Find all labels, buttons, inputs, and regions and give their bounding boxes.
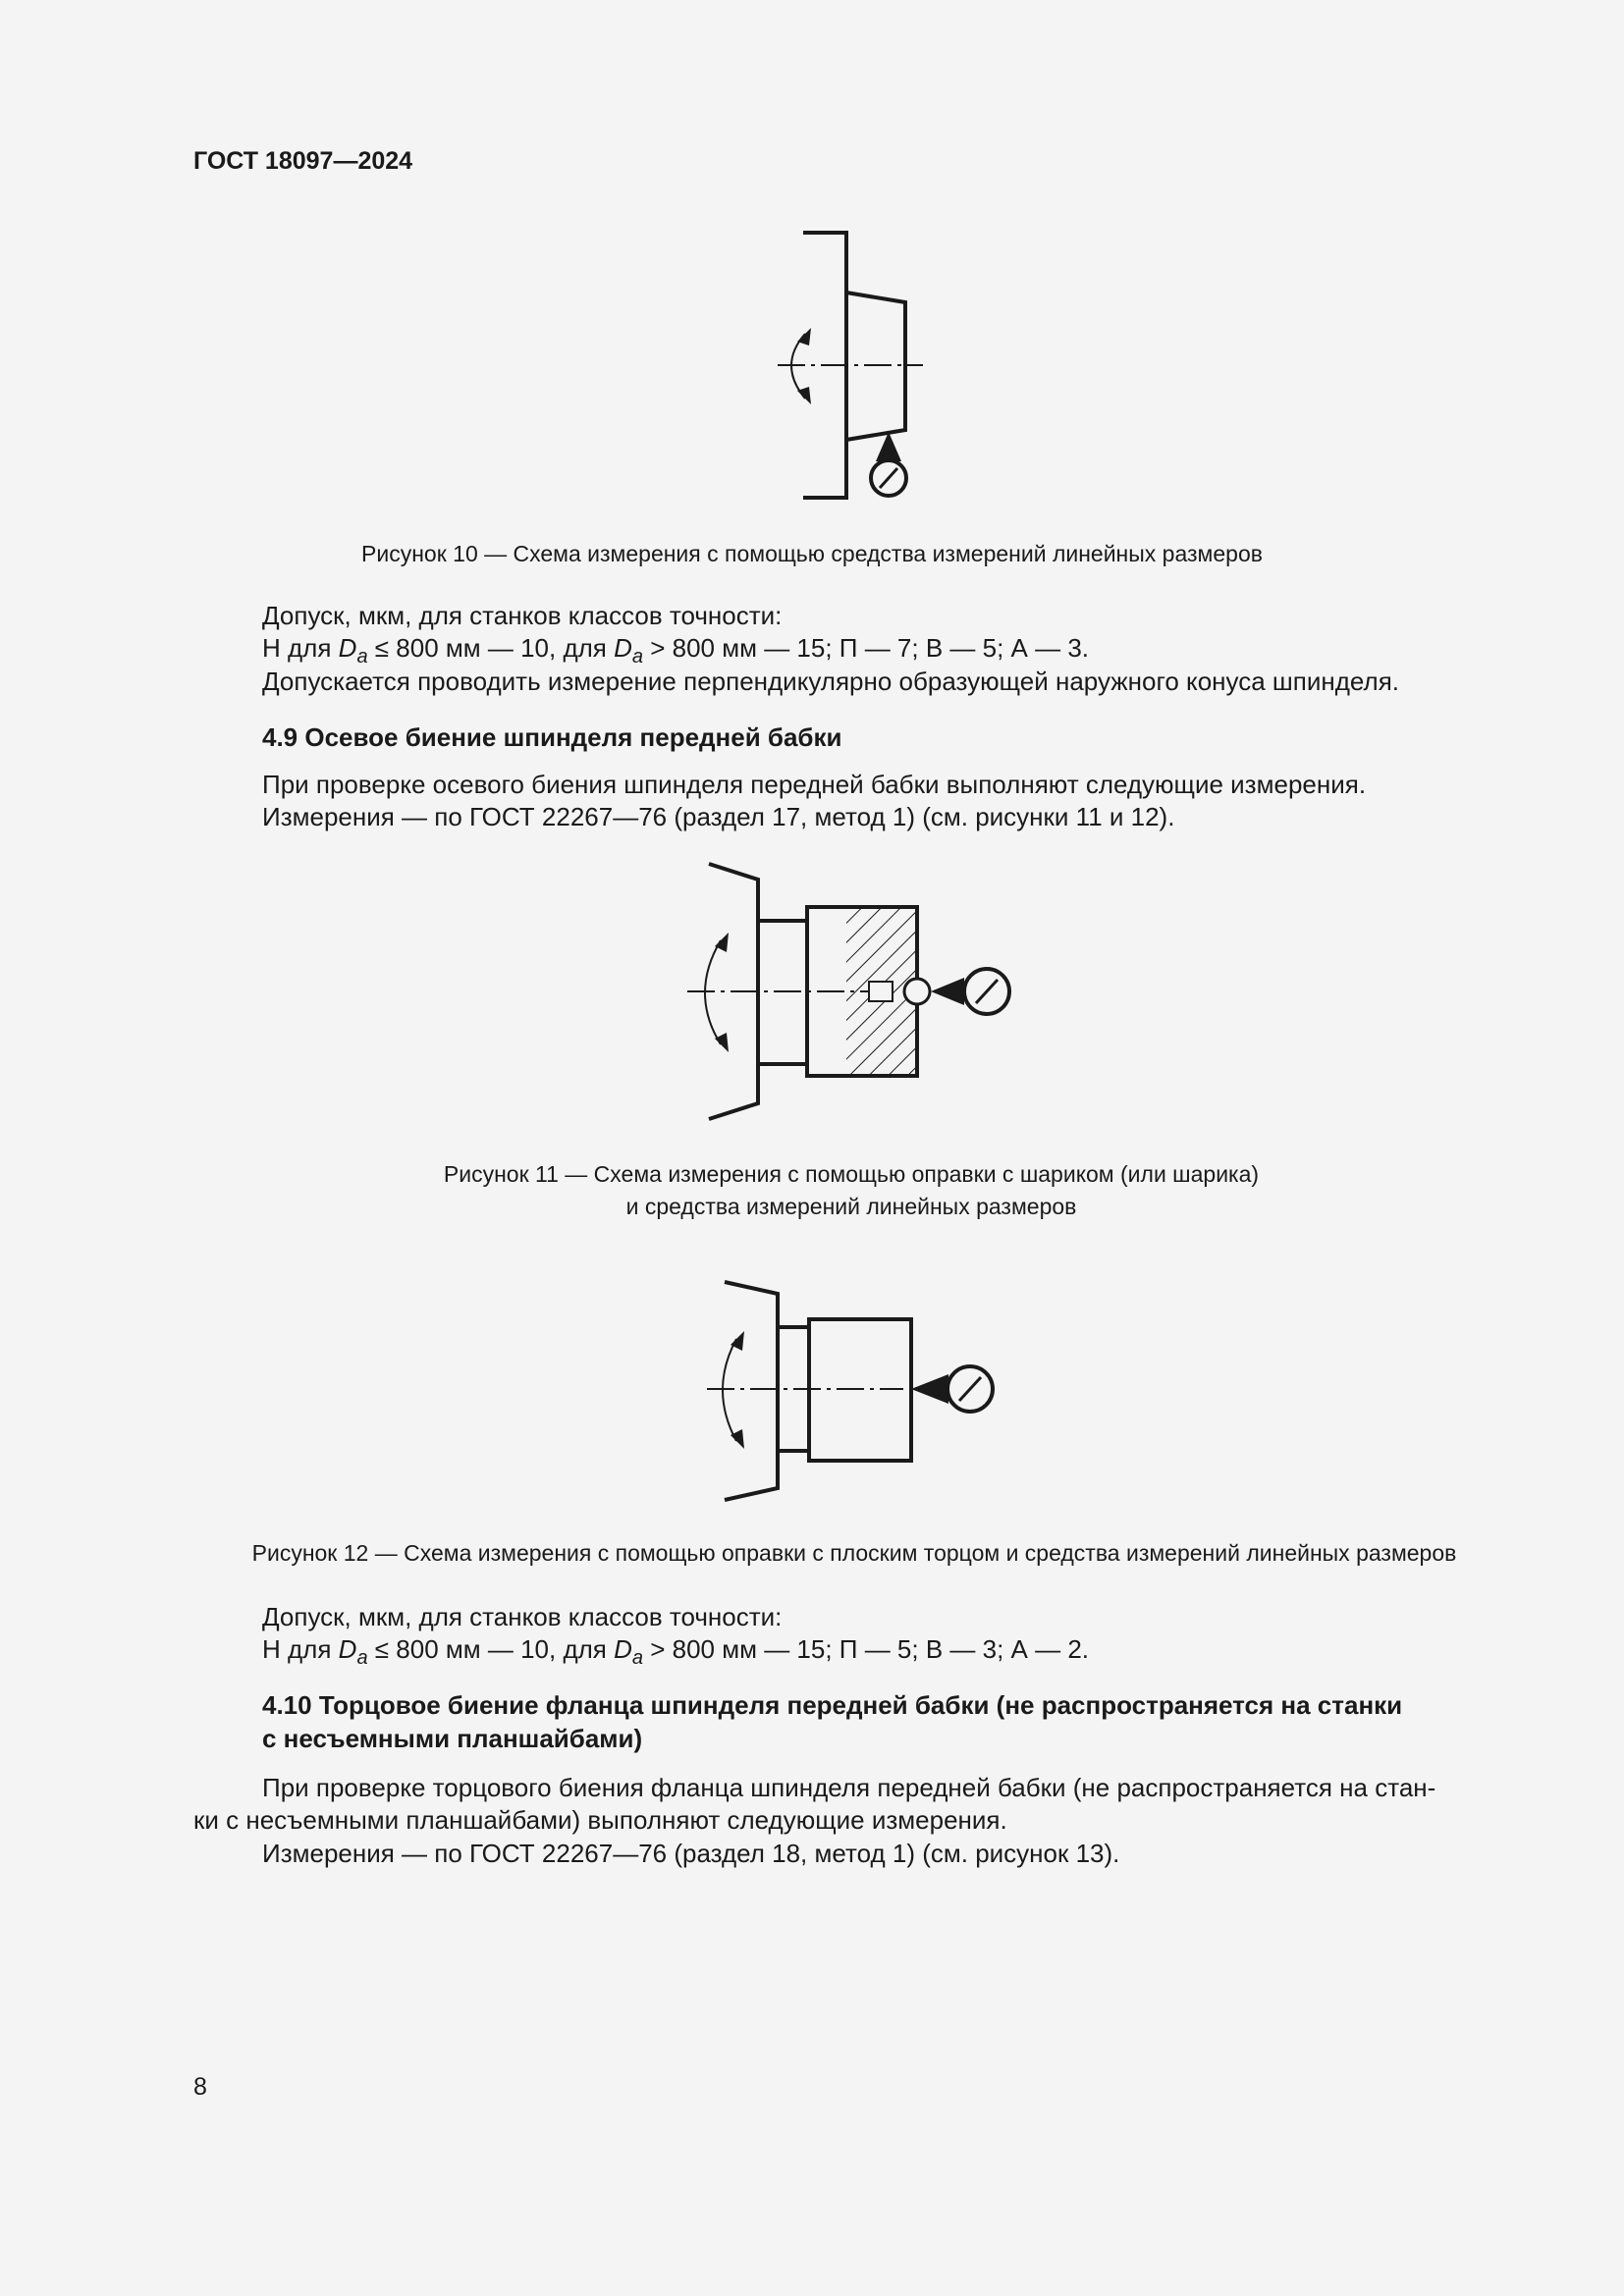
tolerance-values-2: Н для $D_a \le 800$ мм — 10, для $D_a > 800$ мм — 15; П — 5; В — 3; А — 2. bbox=[262, 1634, 1090, 1670]
document-header: ГОСТ 18097—2024 bbox=[193, 147, 413, 175]
measurement-note: Допускается проводить измерение перпендикулярно образующей наружного конуса шпинделя. bbox=[262, 667, 1399, 696]
section-4-9-para2: Измерения — по ГОСТ 22267—76 (раздел 17, метод 1) (см. рисунки 11 и 12). bbox=[262, 802, 1175, 831]
section-4-10-para1-line1: При проверке торцового биения фланца шпинделя передней бабки (не распространяется на стан- bbox=[262, 1773, 1436, 1802]
fig10-spindle-cone bbox=[778, 233, 923, 498]
figure-10-caption: Рисунок 10 — Схема измерения с помощью средства измерений линейных размеров bbox=[361, 541, 1263, 566]
tolerance-values-1: Н для $D_a \le 800$ мм — 10, для $D_a > 800$ мм — 15; П — 7; В — 5; А — 3. bbox=[262, 633, 1090, 668]
figure-11-caption-line1: Рисунок 11 — Схема измерения с помощью оправки с шариком (или шарика) bbox=[443, 1161, 1260, 1187]
tolerance-intro-1: Допуск, мкм, для станков классов точности: bbox=[262, 601, 783, 630]
figure-12-caption: Рисунок 12 — Схема измерения с помощью оправки с плоским торцом и средства измерений линейных размеров bbox=[251, 1540, 1457, 1566]
figure-11-caption-line2: и средства измерений линейных размеров bbox=[625, 1194, 1077, 1219]
section-4-9-heading: 4.9 Осевое биение шпинделя передней бабки bbox=[262, 722, 842, 752]
figure-11-caption bbox=[193, 1158, 1509, 1223]
page-number: 8 bbox=[193, 2073, 207, 2101]
section-4-10-para1-line2: ки с несъемными планшайбами) выполняют следующие измерения. bbox=[193, 1805, 1007, 1835]
section-4-10-heading-line1: 4.10 Торцовое биение фланца шпинделя передней бабки (не распространяется на станки bbox=[262, 1690, 1403, 1720]
section-4-10-para2: Измерения — по ГОСТ 22267—76 (раздел 18, метод 1) (см. рисунок 13). bbox=[262, 1839, 1120, 1868]
section-4-10-heading-line2: с несъемными планшайбами) bbox=[262, 1724, 643, 1753]
section-4-9-para1: При проверке осевого биения шпинделя передней бабки выполняют следующие измерения. bbox=[262, 770, 1367, 799]
tolerance-intro-2: Допуск, мкм, для станков классов точности: bbox=[262, 1602, 783, 1631]
